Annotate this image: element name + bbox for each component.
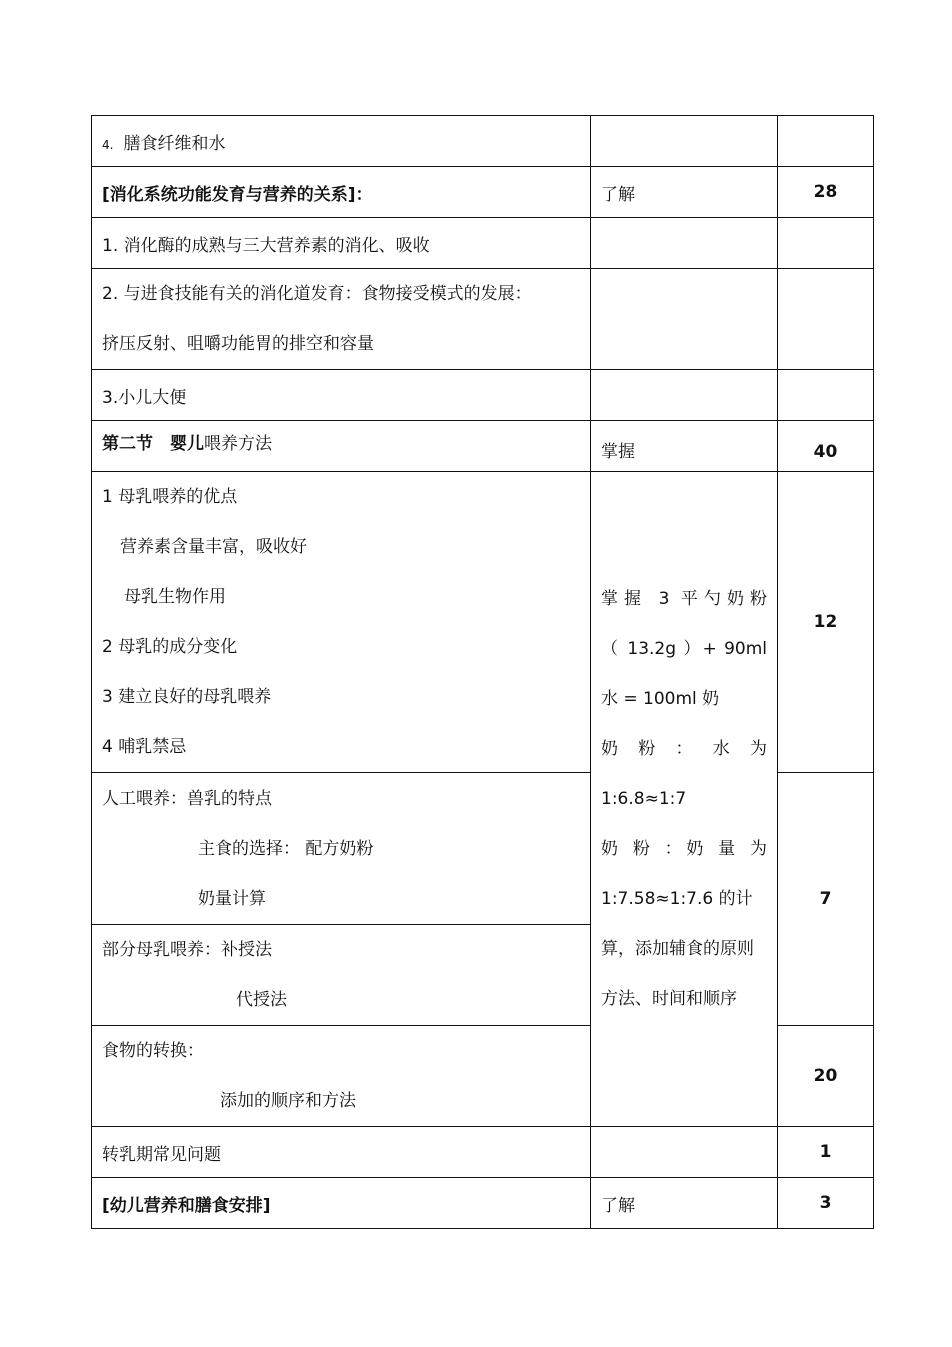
requirement-cell: 掌握 — [591, 421, 778, 472]
note-line: 方法、时间和顺序 — [601, 989, 737, 1009]
content-line: 食物的转换： — [102, 1041, 204, 1061]
hours-cell — [778, 269, 874, 370]
note-line: 1:6.8≈1:7 — [601, 789, 687, 809]
heading-bold: 第二节 婴儿 — [102, 434, 204, 454]
note-line: 奶 粉 ： 水 为 — [601, 739, 767, 759]
heading-rest: 喂养方法 — [204, 434, 272, 454]
content-line: 4 哺乳禁忌 — [102, 737, 187, 757]
item-number: 4. — [102, 137, 114, 152]
content-cell — [92, 116, 591, 167]
note-line: 算，添加辅食的原则 — [601, 939, 754, 959]
content-cell: 3.小儿大便 — [92, 370, 591, 421]
content-cell — [92, 773, 591, 925]
requirement-cell — [591, 218, 778, 269]
note-line: 水 = 100ml 奶 — [601, 689, 720, 709]
hours-cell: 1 — [778, 1127, 874, 1178]
section-heading: [消化系统功能发育与营养的关系]： — [92, 167, 591, 218]
hours-cell: 28 — [778, 167, 874, 218]
content-line: 人工喂养：兽乳的特点 — [102, 788, 272, 809]
hours-cell — [778, 370, 874, 421]
hours-cell: 40 — [778, 421, 874, 472]
hours-cell: 7 — [778, 773, 874, 1026]
content-line: 部分母乳喂养：补授法 — [102, 940, 272, 960]
content-line: 添加的顺序和方法 — [220, 1091, 356, 1111]
requirement-cell — [591, 269, 778, 370]
table-row — [92, 167, 874, 218]
table-row — [92, 269, 874, 370]
content-line: 挤压反射、咀嚼功能胃的排空和容量 — [102, 334, 374, 354]
content-line: 奶量计算 — [198, 888, 266, 909]
content-cell — [92, 472, 591, 773]
section-heading: [幼儿营养和膳食安排] — [92, 1178, 591, 1229]
requirement-cell — [591, 116, 778, 167]
hours-cell — [778, 116, 874, 167]
content-line: 营养素含量丰富，吸收好 — [120, 537, 307, 557]
table-row — [92, 421, 874, 472]
note-line: 掌握 3 平勺奶粉 — [601, 589, 767, 609]
hours-cell: 20 — [778, 1026, 874, 1127]
content-cell — [92, 269, 591, 370]
table-row — [92, 370, 874, 421]
syllabus-table — [91, 115, 874, 1229]
table-row — [92, 1178, 874, 1229]
table-row — [92, 218, 874, 269]
content-line: 2 母乳的成分变化 — [102, 637, 238, 657]
content-line: 主食的选择： 配方奶粉 — [198, 838, 374, 859]
table-row — [92, 116, 874, 167]
requirement-cell — [591, 1127, 778, 1178]
note-line: （ 13.2g ）+ 90ml — [601, 639, 767, 659]
hours-cell — [778, 218, 874, 269]
content-cell: 1. 消化酶的成熟与三大营养素的消化、吸收 — [92, 218, 591, 269]
table-row — [92, 1127, 874, 1178]
content-line: 3 建立良好的母乳喂养 — [102, 687, 272, 707]
content-cell — [92, 1026, 591, 1127]
note-line: 1:7.58≈1:7.6 的计 — [601, 889, 753, 909]
content-line: 2. 与进食技能有关的消化道发育：食物接受模式的发展： — [102, 284, 532, 304]
hours-cell: 3 — [778, 1178, 874, 1229]
content-line: 1 母乳喂养的优点 — [102, 487, 238, 507]
requirement-cell — [591, 370, 778, 421]
table-row — [92, 472, 874, 773]
content-line: 代授法 — [236, 990, 287, 1010]
requirement-cell: 了解 — [591, 1178, 778, 1229]
requirement-note-cell — [591, 472, 778, 1127]
content-cell — [92, 925, 591, 1026]
content-cell: 转乳期常见问题 — [92, 1127, 591, 1178]
section-heading — [92, 421, 591, 472]
requirement-cell: 了解 — [591, 167, 778, 218]
hours-cell: 12 — [778, 472, 874, 773]
item-text: 膳食纤维和水 — [123, 133, 226, 154]
note-line: 奶 粉 ：奶 量 为 — [601, 839, 767, 859]
content-line: 母乳生物作用 — [124, 587, 226, 607]
